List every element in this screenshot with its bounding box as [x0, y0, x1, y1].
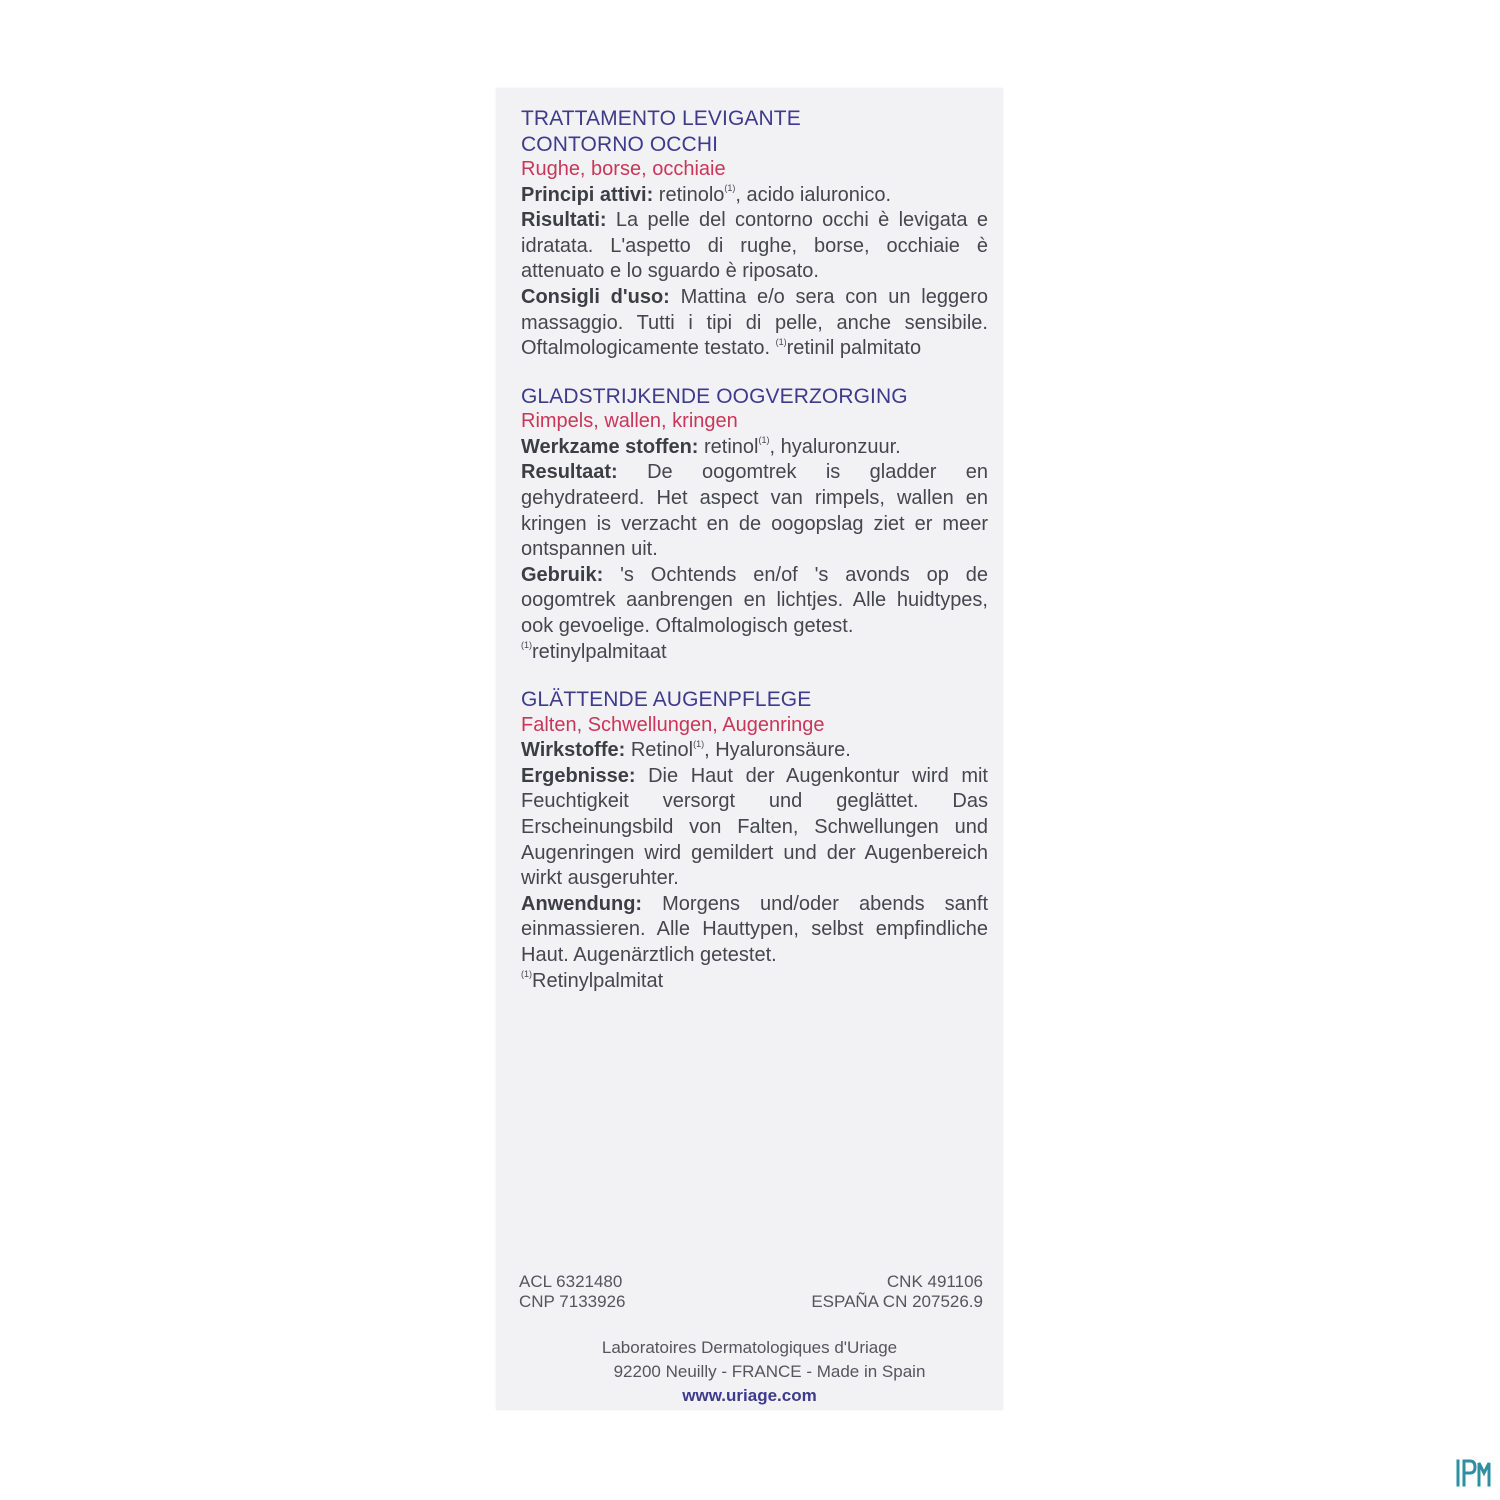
results-label: Risultati: [521, 209, 607, 232]
results-label: Ergebnisse: [521, 764, 636, 787]
results-text: Die Haut der Augenkontur wird mit Feuchtigkeit versorgt und geglättet. Das Erscheinungsbild von Falten, Schwellungen und Augenringen wird gemildert und der Augenbereich wirkt ausgeruhter. [521, 764, 988, 890]
section-title-line: GLADSTRIJKENDE OOGVERZORGING [521, 384, 908, 408]
footnote-marker: (1) [775, 336, 787, 347]
product-codes [519, 1272, 983, 1312]
results-paragraph [521, 764, 988, 892]
section-dutch [521, 384, 988, 665]
codes-row [519, 1272, 983, 1292]
usage-label: Consigli d'uso: [521, 285, 670, 308]
footnote-text: retinil palmitato [786, 337, 922, 360]
results-text: La pelle del contorno occhi è levigata e idratata. L'aspetto di rughe, borse, occhiaie è attenuato e lo sguardo è riposato. [521, 209, 988, 283]
footnote-marker: (1) [693, 738, 705, 749]
results-label: Resultaat: [521, 461, 618, 484]
cnp-code: CNP 7133926 [519, 1292, 626, 1311]
usage-paragraph [521, 285, 988, 362]
usage-text: 's Ochtends en/of 's avonds op de oogomtrek aanbrengen en lichtjes. Alle huidtypes, ook gevoelige. Oftalmologisch getest. [521, 563, 988, 637]
active-ingredients-label: Wirkstoffe: [521, 739, 626, 762]
section-subtitle: Rughe, borse, occhiaie [521, 158, 726, 180]
ipm-logo-icon [1455, 1458, 1491, 1488]
cnk-code: CNK 491106 [886, 1272, 983, 1291]
section-title-line: TRATTAMENTO LEVIGANTE [521, 107, 801, 130]
address-line: 92200 Neuilly - FRANCE - Made in Spain [613, 1362, 926, 1381]
section-title [521, 687, 988, 713]
footnote-marker: (1) [724, 182, 736, 193]
codes-row [519, 1292, 983, 1312]
active-ingredients-text: , acido ialuronico. [735, 183, 892, 206]
manufacturer-address [496, 1336, 1003, 1408]
active-ingredients-text: , hyaluronzuur. [769, 435, 901, 458]
usage-text: Mattina e/o sera con un leggero massaggio. Tutti i tipi di pelle, anche sensibile. Oftalmologicamente testato. [521, 285, 988, 360]
section-title-line: CONTORNO OCCHI [521, 132, 719, 156]
active-ingredients-label: Principi attivi: [521, 183, 654, 206]
active-ingredients-text: retinolo [653, 183, 725, 206]
footnote-text: Retinylpalmitat [532, 969, 664, 992]
active-ingredients-text: , Hyaluronsäure. [704, 739, 851, 762]
active-ingredients [521, 738, 988, 764]
active-ingredients [521, 183, 988, 209]
results-paragraph [521, 208, 988, 285]
results-text: De oogomtrek is gladder en gehydrateerd. Het aspect van rimpels, wallen en kringen is verzacht en de oogopslag ziet er meer ontspannen uit. [521, 461, 988, 561]
active-ingredients-label: Werkzame stoffen: [521, 435, 699, 458]
active-ingredients-text: retinol [698, 435, 759, 458]
section-title [521, 384, 988, 410]
espana-code: ESPAÑA CN 207526.9 [811, 1292, 983, 1311]
active-ingredients [521, 435, 988, 461]
usage-paragraph [521, 563, 988, 665]
product-label-panel [496, 88, 1003, 1410]
section-italian [521, 106, 988, 362]
footnote-marker: (1) [521, 968, 532, 979]
acl-code: ACL 6321480 [519, 1272, 623, 1291]
website-link[interactable]: www.uriage.com [682, 1386, 817, 1405]
address-line: Laboratoires Dermatologiques d'Uriage [601, 1338, 898, 1357]
section-subtitle: Falten, Schwellungen, Augenringe [521, 713, 825, 736]
section-subtitle: Rimpels, wallen, kringen [521, 410, 738, 433]
footnote-marker: (1) [758, 435, 770, 446]
footnote-text: retinylpalmitaat [532, 640, 667, 663]
usage-label: Gebruik: [521, 563, 604, 586]
results-paragraph [521, 460, 988, 562]
section-title [521, 106, 988, 157]
usage-text: Morgens und/oder abends sanft einmassieren. Alle Hauttypen, selbst empfindliche Haut. Augenärztlich getestet. [521, 892, 988, 967]
section-german [521, 687, 988, 994]
section-title-line: GLÄTTENDE AUGENPFLEGE [521, 688, 812, 712]
footnote-marker: (1) [521, 639, 532, 650]
active-ingredients-text: Retinol [625, 739, 694, 762]
usage-label: Anwendung: [521, 892, 643, 915]
usage-paragraph [521, 892, 988, 994]
label-content [521, 106, 988, 1016]
